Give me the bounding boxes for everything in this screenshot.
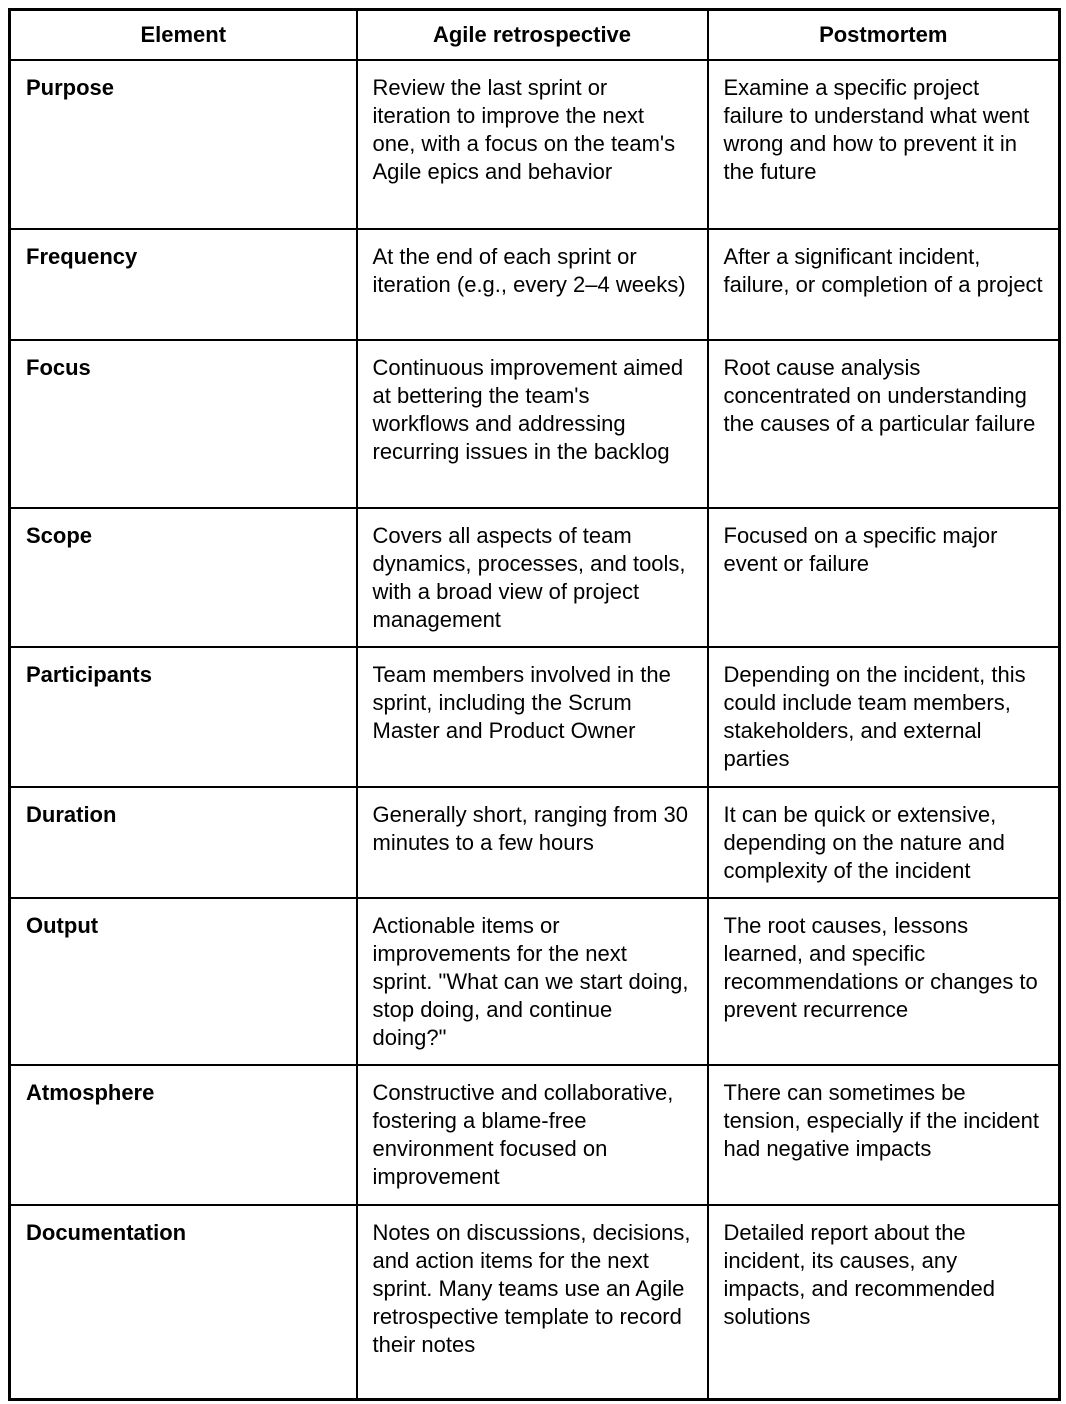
cell-postmortem: Detailed report about the incident, its causes, any impacts, and recommended solutions	[708, 1205, 1060, 1400]
header-postmortem: Postmortem	[708, 10, 1060, 60]
row-label: Focus	[10, 340, 357, 508]
cell-postmortem: Focused on a specific major event or failure	[708, 508, 1060, 647]
cell-postmortem: There can sometimes be tension, especially if the incident had negative impacts	[708, 1065, 1060, 1205]
header-element: Element	[10, 10, 357, 60]
cell-postmortem: Root cause analysis concentrated on understanding the causes of a particular failure	[708, 340, 1060, 508]
table-row-atmosphere	[10, 1065, 1060, 1205]
cell-postmortem: After a significant incident, failure, or completion of a project	[708, 229, 1060, 340]
cell-agile: Actionable items or improvements for the next sprint. "What can we start doing, stop doing, and continue doing?"	[357, 898, 708, 1065]
row-label: Purpose	[10, 60, 357, 229]
row-label: Output	[10, 898, 357, 1065]
cell-agile: Constructive and collaborative, fostering a blame-free environment focused on improvement	[357, 1065, 708, 1205]
table-row-scope	[10, 508, 1060, 647]
cell-agile: Notes on discussions, decisions, and action items for the next sprint. Many teams use an Agile retrospective template to record their notes	[357, 1205, 708, 1400]
table-row-documentation	[10, 1205, 1060, 1400]
table-row-purpose	[10, 60, 1060, 229]
table-row-output	[10, 898, 1060, 1065]
row-label: Frequency	[10, 229, 357, 340]
table-row-participants	[10, 647, 1060, 787]
cell-agile: Team members involved in the sprint, including the Scrum Master and Product Owner	[357, 647, 708, 787]
row-label: Duration	[10, 787, 357, 898]
row-label: Scope	[10, 508, 357, 647]
header-agile-retrospective: Agile retrospective	[357, 10, 708, 60]
row-label: Atmosphere	[10, 1065, 357, 1205]
cell-postmortem: Depending on the incident, this could include team members, stakeholders, and external parties	[708, 647, 1060, 787]
cell-agile: Review the last sprint or iteration to improve the next one, with a focus on the team's Agile epics and behavior	[357, 60, 708, 229]
header-row	[10, 10, 1060, 60]
cell-postmortem: Examine a specific project failure to understand what went wrong and how to prevent it in the future	[708, 60, 1060, 229]
row-label: Documentation	[10, 1205, 357, 1400]
table-row-frequency	[10, 229, 1060, 340]
cell-postmortem: The root causes, lessons learned, and specific recommendations or changes to prevent recurrence	[708, 898, 1060, 1065]
row-label: Participants	[10, 647, 357, 787]
cell-agile: Covers all aspects of team dynamics, processes, and tools, with a broad view of project management	[357, 508, 708, 647]
table-row-focus	[10, 340, 1060, 508]
comparison-table	[8, 8, 1061, 1401]
cell-agile: Generally short, ranging from 30 minutes to a few hours	[357, 787, 708, 898]
cell-agile: At the end of each sprint or iteration (e.g., every 2–4 weeks)	[357, 229, 708, 340]
cell-postmortem: It can be quick or extensive, depending on the nature and complexity of the incident	[708, 787, 1060, 898]
cell-agile: Continuous improvement aimed at bettering the team's workflows and addressing recurring issues in the backlog	[357, 340, 708, 508]
table-row-duration	[10, 787, 1060, 898]
